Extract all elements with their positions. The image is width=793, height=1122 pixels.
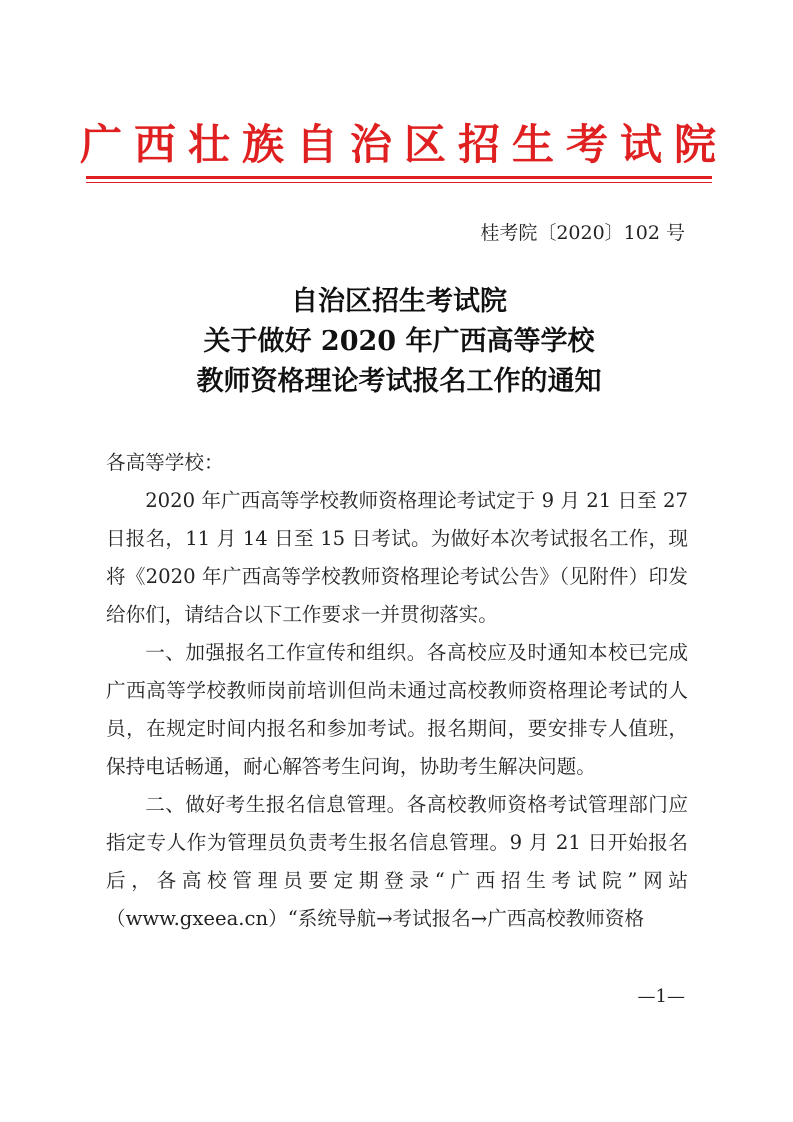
salutation: 各高等学校： [106, 451, 224, 474]
paragraph-item-1: 一、加强报名工作宣传和组织。各高校应及时通知本校已完成广西高等学校教师岗前培训但尚未通过高校教师资格理论考试的人员，在规定时间内报名和参加考试。报名期间，要安排专人值班，保持电话畅通，耐心解答考生问询，协助考生解决问题。 [106, 641, 688, 778]
title-line-3: 教师资格理论考试报名工作的通知 [196, 366, 602, 397]
issuing-authority-header: 广西壮族自治区招生考试院 [80, 120, 729, 169]
title-line-2: 关于做好 2020 年广西高等学校 [203, 326, 595, 357]
header-divider-thick [86, 176, 712, 179]
title-line-1: 自治区招生考试院 [291, 286, 507, 317]
paragraph-intro: 2020 年广西高等学校教师资格理论考试定于 9 月 21 日至 27 日报名，11 月 14 日至 15 日考试。为做好本次考试报名工作，现将《2020 年广西高等学校教师资格理论考试公告》（见附件）印发给你们，请结合以下工作要求一并贯彻落实。 [106, 489, 688, 626]
paragraph-item-2: 二、做好考生报名信息管理。各高校教师资格考试管理部门应指定专人作为管理员负责考生报名信息管理。9 月 21 日开始报名后，各高校管理员要定期登录“广西招生考试院”网站（www.gxeea.cn）“系统导航→考试报名→广西高校教师资格 [106, 793, 688, 930]
notice-title [86, 282, 712, 402]
page-number: —1— [637, 986, 685, 1007]
document-number: 桂考院〔2020〕102 号 [480, 222, 685, 244]
header-divider-thin [86, 182, 712, 183]
notice-body [106, 444, 688, 938]
